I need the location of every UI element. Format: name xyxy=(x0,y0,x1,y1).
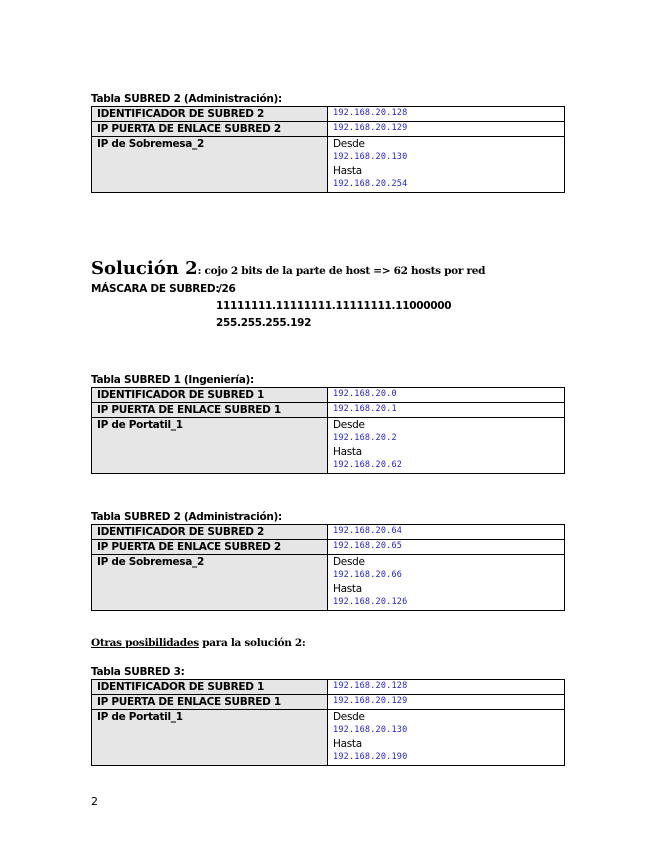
range-cell xyxy=(328,137,565,193)
ip-from: 192.168.20.2 xyxy=(333,433,397,443)
row-value xyxy=(328,122,565,137)
range-cell xyxy=(328,710,565,766)
ip-from: 192.168.20.66 xyxy=(333,570,403,580)
page-number: 2 xyxy=(91,795,98,808)
row-label: IDENTIFICADOR DE SUBRED 1 xyxy=(92,388,328,403)
table-row xyxy=(92,540,565,555)
row-value xyxy=(328,403,565,418)
mask-decimal: 255.255.255.192 xyxy=(216,317,312,329)
mask-prefix: /26 xyxy=(218,283,236,295)
ip-from: 192.168.20.130 xyxy=(333,725,408,735)
table-caption: Tabla SUBRED 2 (Administración): xyxy=(91,511,282,523)
ip-value: 192.168.20.0 xyxy=(333,389,397,399)
row-value xyxy=(328,540,565,555)
table-block-subred2-b xyxy=(91,511,565,611)
row-label: IP de Portatil_1 xyxy=(92,710,328,766)
row-label: IP PUERTA DE ENLACE SUBRED 2 xyxy=(92,540,328,555)
row-value xyxy=(328,525,565,540)
table-row-range xyxy=(92,555,565,611)
table-row xyxy=(92,403,565,418)
table-block-subred1 xyxy=(91,374,565,474)
ip-to: 192.168.20.62 xyxy=(333,460,403,470)
row-value xyxy=(328,680,565,695)
table-row xyxy=(92,680,565,695)
to-word: Hasta xyxy=(333,738,362,750)
range-cell xyxy=(328,555,565,611)
mask-binary: 11111111.11111111.11111111.11000000 xyxy=(216,300,452,312)
table-row xyxy=(92,525,565,540)
table-row xyxy=(92,695,565,710)
ip-to: 192.168.20.126 xyxy=(333,597,408,607)
to-word: Hasta xyxy=(333,165,362,177)
ip-value: 192.168.20.65 xyxy=(333,541,403,551)
ip-value: 192.168.20.128 xyxy=(333,108,408,118)
from-word: Desde xyxy=(333,556,365,568)
mask-label: MÁSCARA DE SUBRED: xyxy=(91,283,220,295)
table-caption: Tabla SUBRED 1 (Ingeniería): xyxy=(91,374,254,386)
table-caption: Tabla SUBRED 2 (Administración): xyxy=(91,93,282,105)
ip-value: 192.168.20.1 xyxy=(333,404,397,414)
to-word: Hasta xyxy=(333,446,362,458)
ip-value: 192.168.20.129 xyxy=(333,123,408,133)
to-word: Hasta xyxy=(333,583,362,595)
row-label: IP de Sobremesa_2 xyxy=(92,555,328,611)
other-possibilities-rest: para la solución 2: xyxy=(198,637,306,649)
row-label: IDENTIFICADOR DE SUBRED 2 xyxy=(92,525,328,540)
table-row-range xyxy=(92,418,565,474)
subnet-table xyxy=(91,387,565,474)
row-value xyxy=(328,388,565,403)
table-row xyxy=(92,107,565,122)
row-label: IP de Portatil_1 xyxy=(92,418,328,474)
row-label: IP de Sobremesa_2 xyxy=(92,137,328,193)
table-row xyxy=(92,388,565,403)
row-label: IP PUERTA DE ENLACE SUBRED 2 xyxy=(92,122,328,137)
subnet-table xyxy=(91,106,565,193)
other-possibilities-underlined: Otras posibilidades xyxy=(91,637,199,649)
ip-value: 192.168.20.129 xyxy=(333,696,408,706)
row-value xyxy=(328,107,565,122)
solution-heading xyxy=(91,258,485,279)
table-row-range xyxy=(92,137,565,193)
ip-value: 192.168.20.128 xyxy=(333,681,408,691)
row-label: IDENTIFICADOR DE SUBRED 1 xyxy=(92,680,328,695)
range-cell xyxy=(328,418,565,474)
table-block-subred3 xyxy=(91,666,565,766)
row-label: IP PUERTA DE ENLACE SUBRED 1 xyxy=(92,403,328,418)
table-block-subred2-a xyxy=(91,93,565,193)
ip-value: 192.168.20.64 xyxy=(333,526,403,536)
ip-to: 192.168.20.254 xyxy=(333,179,408,189)
row-value xyxy=(328,695,565,710)
table-row-range xyxy=(92,710,565,766)
table-row xyxy=(92,122,565,137)
subnet-table xyxy=(91,524,565,611)
solution-description: : cojo 2 bits de la parte de host => 62 hosts por red xyxy=(197,265,486,277)
row-label: IDENTIFICADOR DE SUBRED 2 xyxy=(92,107,328,122)
row-label: IP PUERTA DE ENLACE SUBRED 1 xyxy=(92,695,328,710)
subnet-table xyxy=(91,679,565,766)
ip-from: 192.168.20.130 xyxy=(333,152,408,162)
ip-to: 192.168.20.190 xyxy=(333,752,408,762)
solution-title: Solución 2 xyxy=(91,258,198,279)
table-caption: Tabla SUBRED 3: xyxy=(91,666,185,678)
from-word: Desde xyxy=(333,419,365,431)
from-word: Desde xyxy=(333,711,365,723)
from-word: Desde xyxy=(333,138,365,150)
other-possibilities xyxy=(91,637,305,649)
